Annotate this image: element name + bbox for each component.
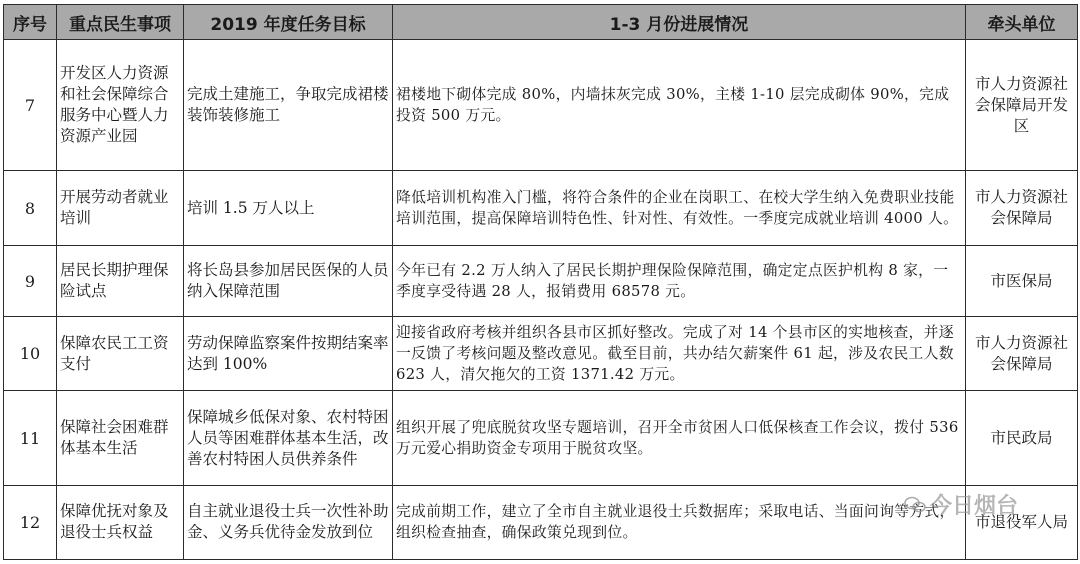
row-item: 保障农民工工资支付 xyxy=(57,317,184,391)
watermark-text: 今日烟台 xyxy=(929,494,1018,519)
header-item: 重点民生事项 xyxy=(57,5,184,40)
row-item: 居民长期护理保险试点 xyxy=(57,246,184,317)
row-number: 8 xyxy=(4,171,57,246)
row-target: 保障城乡低保对象、农村特困人员等困难群体基本生活，改善农村特困人员供养条件 xyxy=(184,391,393,485)
row-unit: 市人力资源社会保障局 xyxy=(966,317,1078,391)
header-target: 2019 年度任务目标 xyxy=(184,5,393,40)
row-unit: 市民政局 xyxy=(966,391,1078,485)
table-row xyxy=(4,171,1078,246)
table-row xyxy=(4,317,1078,391)
row-progress: 迎接省政府考核并组织各县市区抓好整改。完成了对 14 个县市区的实地核查，并逐一反馈了考核问题及整改意见。截至目前，共办结欠薪案件 61 起，涉及农民工人数 623 人，清欠拖欠的工资 1371.42 万元。 xyxy=(393,317,966,391)
row-unit: 市人力资源社会保障局 xyxy=(966,171,1078,246)
table-row xyxy=(4,246,1078,317)
row-progress: 今年已有 2.2 万人纳入了居民长期护理保险保障范围，确定定点医护机构 8 家，一季度享受待遇 28 人，报销费用 68578 元。 xyxy=(393,246,966,317)
row-progress: 裙楼地下砌体完成 80%，内墙抹灰完成 30%，主楼 1-10 层完成砌体 90%，完成投资 500 万元。 xyxy=(393,40,966,171)
header-unit: 牵头单位 xyxy=(966,5,1078,40)
row-target: 将长岛县参加居民医保的人员纳入保障范围 xyxy=(184,246,393,317)
row-target: 培训 1.5 万人以上 xyxy=(184,171,393,246)
row-unit: 市退役军人局 xyxy=(966,485,1078,559)
header-no: 序号 xyxy=(4,5,57,40)
row-progress: 降低培训机构准入门槛，将符合条件的企业在岗职工、在校大学生纳入免费职业技能培训范围，提高保障培训特色性、针对性、有效性。一季度完成就业培训 4000 人。 xyxy=(393,171,966,246)
row-item: 保障优抚对象及退役士兵权益 xyxy=(57,485,184,559)
header-row xyxy=(4,5,1078,40)
row-item: 开展劳动者就业培训 xyxy=(57,171,184,246)
row-unit: 市人力资源社会保障局开发区 xyxy=(966,40,1078,171)
row-progress: 完成前期工作，建立了全市自主就业退役士兵数据库；采取电话、当面问询等方式，组织检查抽查，确保政策兑现到位。 xyxy=(393,485,966,559)
row-item: 保障社会困难群体基本生活 xyxy=(57,391,184,485)
header-progress: 1-3 月份进展情况 xyxy=(393,5,966,40)
row-number: 12 xyxy=(4,485,57,559)
table-row xyxy=(4,391,1078,485)
livelihood-table xyxy=(3,4,1078,560)
row-progress: 组织开展了兜底脱贫攻坚专题培训，召开全市贫困人口低保核查工作会议，拨付 536 万元爱心捐助资金专项用于脱贫攻坚。 xyxy=(393,391,966,485)
row-target: 自主就业退役士兵一次性补助金、义务兵优待金发放到位 xyxy=(184,485,393,559)
table-row xyxy=(4,40,1078,171)
row-number: 11 xyxy=(4,391,57,485)
row-item: 开发区人力资源和社会保障综合服务中心暨人力资源产业园 xyxy=(57,40,184,171)
row-target: 完成土建施工，争取完成裙楼装饰装修施工 xyxy=(184,40,393,171)
row-target: 劳动保障监察案件按期结案率达到 100% xyxy=(184,317,393,391)
table-row xyxy=(4,485,1078,559)
row-number: 7 xyxy=(4,40,57,171)
row-number: 9 xyxy=(4,246,57,317)
row-number: 10 xyxy=(4,317,57,391)
row-unit: 市医保局 xyxy=(966,246,1078,317)
